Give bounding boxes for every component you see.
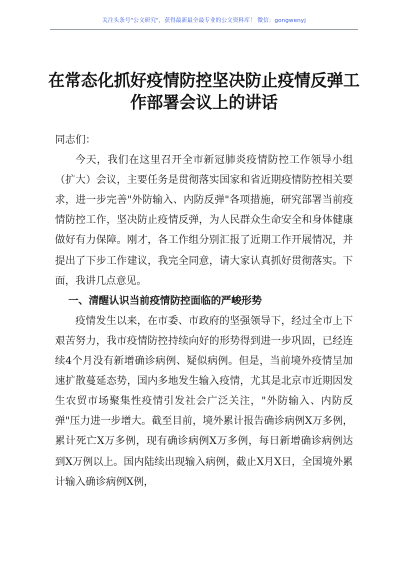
title-line-2: 作部署会议上的讲话 [130, 93, 278, 112]
title-line-1: 在常态化抓好疫情防控坚决防止疫情反弹工 [48, 71, 360, 90]
paragraph-opening: 今天，我们在这里召开全市新冠肺炎疫情防控工作领导小组（扩大）会议，主要任务是贯彻落实国家和省近期疫情防控相关要求，进一步完善"外防输入、内防反弹"各项措施，研究部署当前疫情防控工作，坚决防止疫情反弹，为人民群众生命安全和身体健康做好有力保障。刚才，各工作组分别汇报了近期工作开展情况，并提出了下步工作建议，我完全同意，请大家认真抓好贯彻落实。下面，我讲几点意见。 [55, 155, 353, 287]
document-body [55, 131, 353, 493]
banner-divider [50, 29, 358, 30]
paragraph-situation: 疫情发生以来，在市委、市政府的坚强领导下，经过全市上下艰苦努力，我市疫情防控持续向好的形势得到进一步巩固，已经连续4个月没有新增确诊病例、疑似病例。但是，当前境外疫情呈加速扩散蔓延态势，国内多地发生输入疫情，尤其是北京市近期因发生农贸市场聚集性疫情引发社会广泛关注，"外防输入、内防反弹"压力进一步增大。截至目前，境外累计报告确诊病例X万多例，累计死亡X万多例，现有确诊病例X万多例，每日新增确诊病例达到X万例以上。国内陆续出现输入病例，截止X月X日，全国境外累计输入确诊病例X例， [55, 315, 353, 488]
promo-banner: 关注头条号"公文研究"，获得最新最全最专业的公文资料库！ 微信：gongwenyj [102, 18, 306, 24]
salutation: 同志们： [55, 135, 96, 146]
document-title [40, 70, 368, 114]
section-heading-1: 一、清醒认识当前疫情防控面临的严峻形势 [68, 295, 262, 307]
